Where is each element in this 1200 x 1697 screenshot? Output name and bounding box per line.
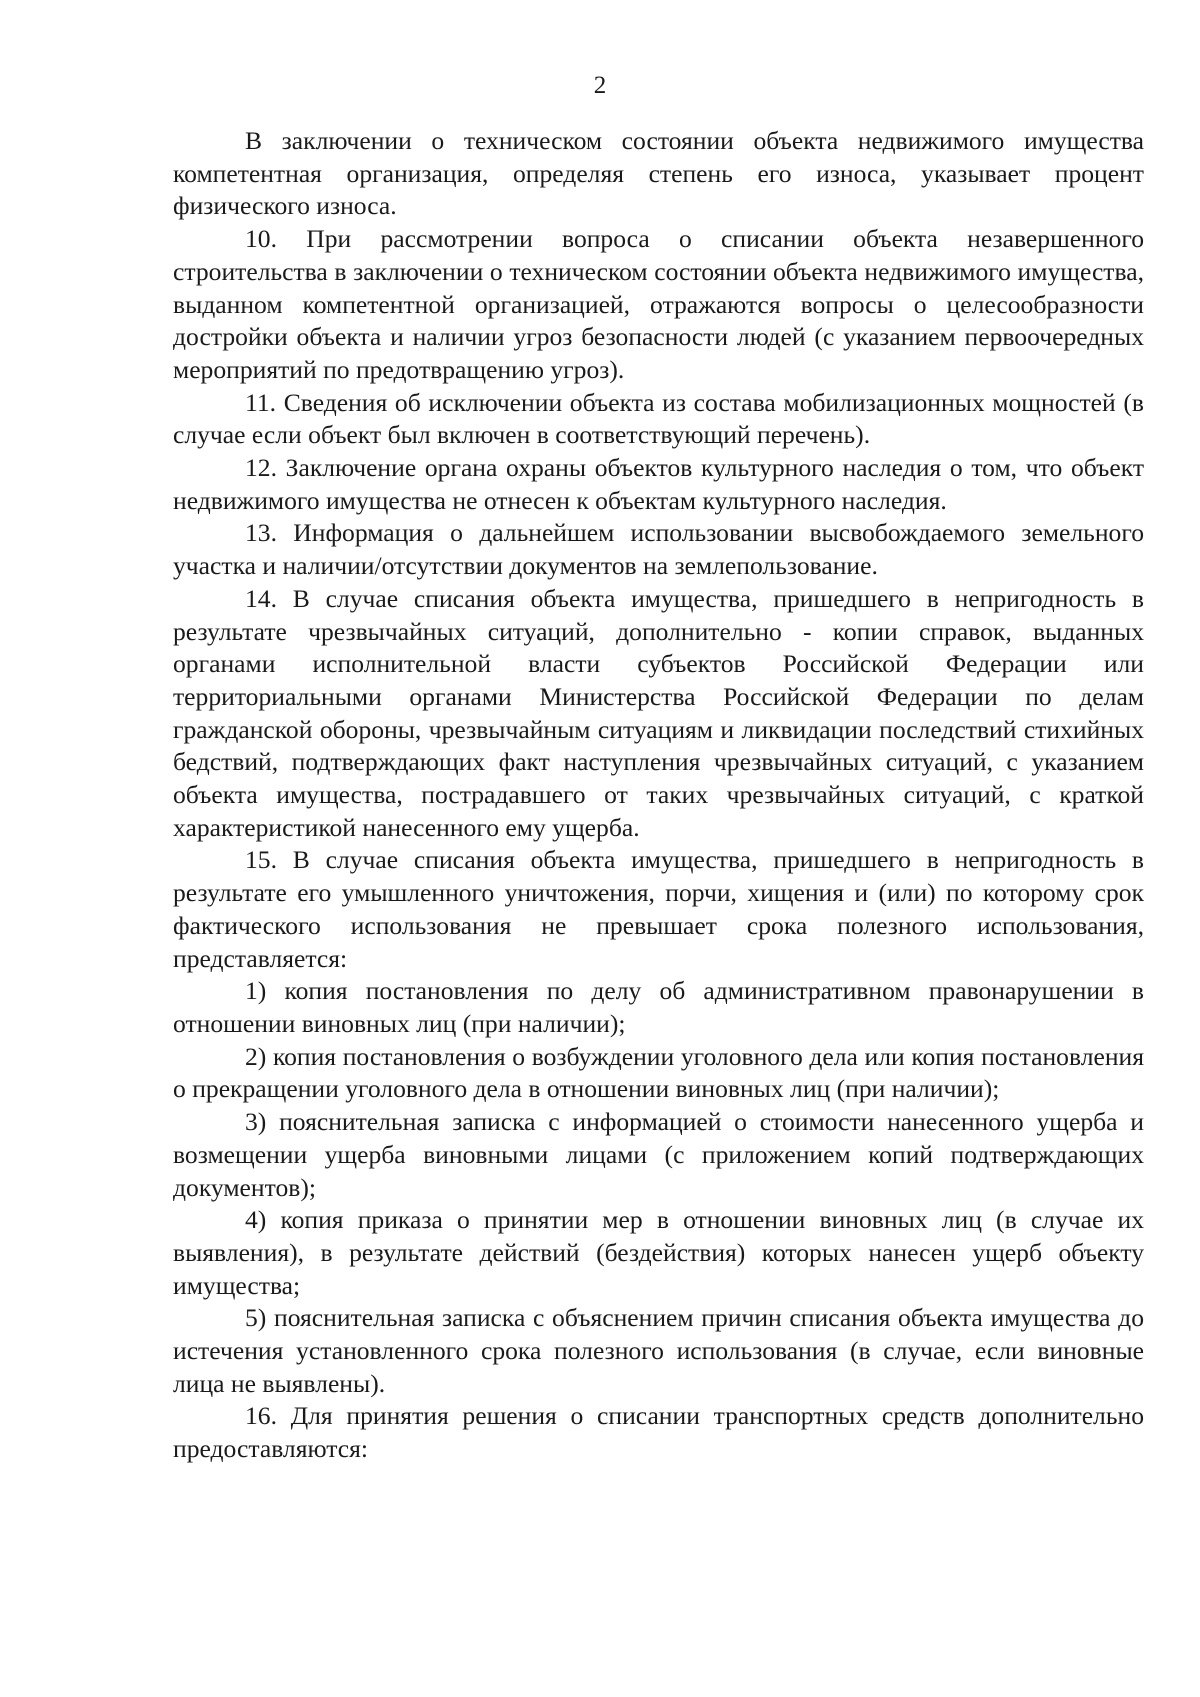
paragraph-item-12: 12. Заключение органа охраны объектов культурного наследия о том, что объект недвижимого имущества не отнесен к объектам культурного наследия. <box>173 453 1144 515</box>
paragraph-technical-condition: В заключении о техническом состоянии объекта недвижимого имущества компетентная организация, определяя степень его износа, указывает процент физического износа. <box>173 126 1144 221</box>
document-body <box>173 125 1144 1466</box>
paragraph-item-11: 11. Сведения об исключении объекта из состава мобилизационных мощностей (в случае если объект был включен в соответствующий перечень). <box>173 387 1144 450</box>
paragraph-item-16: 16. Для принятия решения о списании транспортных средств дополнительно предоставляются: <box>173 1401 1144 1464</box>
paragraph-subitem-1: 1) копия постановления по делу об административном правонарушении в отношении виновных лиц (при наличии); <box>173 976 1144 1038</box>
paragraph-item-10: 10. При рассмотрении вопроса о списании объекта незавершенного строительства в заключении о техническом состоянии объекта недвижимого имущества, выданном компетентной организацией, отражаются вопросы о целесообразности достройки объекта и наличии угроз безопасности людей (с указанием первоочередных мероприятий по предотвращению угроз). <box>173 224 1144 384</box>
paragraph-subitem-5: 5) пояснительная записка с объяснением причин списания объекта имущества до истечения установленного срока полезного использования (в случае, если виновные лица не выявлены). <box>173 1303 1144 1398</box>
paragraph-item-13: 13. Информация о дальнейшем использовании высвобождаемого земельного участка и наличии/отсутствии документов на землепользование. <box>173 518 1144 581</box>
paragraph-subitem-4: 4) копия приказа о принятии мер в отношении виновных лиц (в случае их выявления), в результате действий (бездействия) которых нанесен ущерб объекту имущества; <box>173 1205 1144 1300</box>
page-number: 2 <box>593 72 607 99</box>
paragraph-item-15: 15. В случае списания объекта имущества, пришедшего в непригодность в результате его умышленного уничтожения, порчи, хищения и (или) по которому срок фактического использования не превышает срока полезного использования, представляется: <box>173 845 1144 973</box>
paragraph-subitem-3: 3) пояснительная записка с информацией о стоимости нанесенного ущерба и возмещении ущерба виновными лицами (с приложением копий подтверждающих документов); <box>173 1107 1144 1202</box>
paragraph-subitem-2: 2) копия постановления о возбуждении уголовного дела или копия постановления о прекращении уголовного дела в отношении виновных лиц (при наличии); <box>173 1041 1144 1104</box>
paragraph-item-14: 14. В случае списания объекта имущества, пришедшего в непригодность в результате чрезвычайных ситуаций, дополнительно - копии справок, выданных органами исполнительной власти субъектов Российской Федерации или территориальными органами Министерства Российской Федерации по делам гражданской обороны, чрезвычайным ситуациям и ликвидации последствий стихийных бедствий, подтверждающих факт наступления чрезвычайных ситуаций, с указанием объекта имущества, пострадавшего от таких чрезвычайных ситуаций, с краткой характеристикой нанесенного ему ущерба. <box>173 583 1144 842</box>
